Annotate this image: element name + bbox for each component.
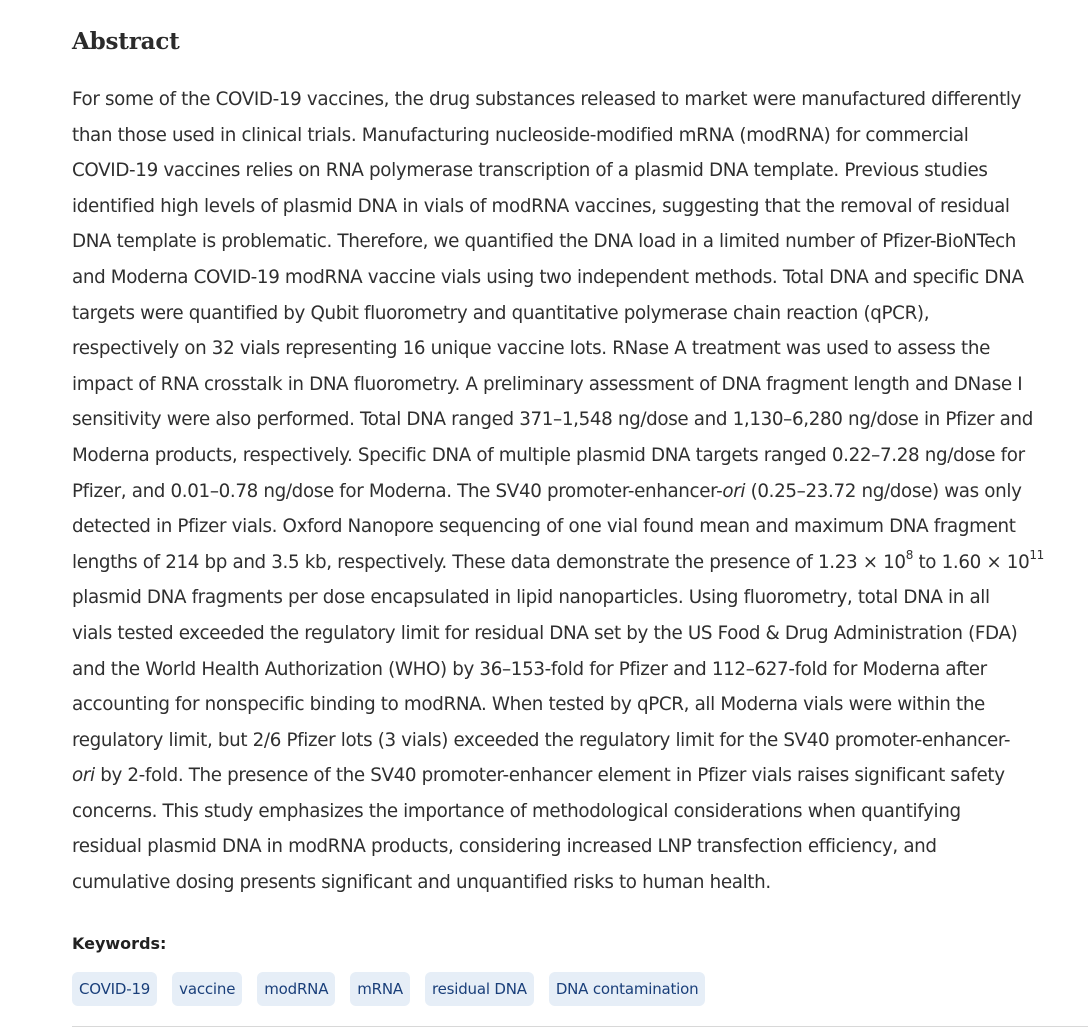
abstract-line: DNA template is problematic. Therefore, we quantified the DNA load in a limited number of Pfizer-BioNTech [72,231,1017,253]
abstract-line: than those used in clinical trials. Manufacturing nucleoside-modified mRNA (modRNA) for commercial [72,124,969,146]
abstract-line: Moderna products, respectively. Specific DNA of multiple plasmid DNA targets ranged 0.22–7.28 ng/dose for [72,444,1025,466]
abstract-line: COVID-19 vaccines relies on RNA polymerase transcription of a plasmid DNA template. Previous studies [72,160,988,182]
abstract-line: cumulative dosing presents significant and unquantified risks to human health. [72,872,771,894]
abstract-text-segment: lengths of 214 bp and 3.5 kb, respectively. These data demonstrate the presence of 1.23 × 10 [72,551,906,573]
ori-italic-term: ori [722,480,746,502]
abstract-line: For some of the COVID-19 vaccines, the drug substances released to market were manufactured differently [72,89,1022,110]
abstract-line [72,758,1072,794]
abstract-line [72,545,1072,581]
abstract-line: regulatory limit, but 2/6 Pfizer lots (3 vials) exceeded the regulatory limit for the SV40 promoter-enhancer- [72,729,1011,751]
abstract-line: detected in Pfizer vials. Oxford Nanopore sequencing of one vial found mean and maximum DNA fragment [72,516,1016,538]
abstract-line: targets were quantified by Qubit fluorometry and quantitative polymerase chain reaction (qPCR), [72,302,930,324]
abstract-line: impact of RNA crosstalk in DNA fluorometry. A preliminary assessment of DNA fragment length and DNase I [72,373,1023,395]
keyword-tag[interactable]: modRNA [257,972,335,1006]
exponent-superscript: 8 [905,547,914,562]
abstract-line: respectively on 32 vials representing 16 unique vaccine lots. RNase A treatment was used to assess the [72,338,991,360]
keyword-tag[interactable]: COVID-19 [72,972,157,1006]
abstract-text [72,82,1072,901]
abstract-text-segment: by 2-fold. The presence of the SV40 promoter-enhancer element in Pfizer vials raises significant safety [100,765,1005,787]
section-divider [72,1026,1088,1027]
exponent-superscript: 11 [1029,547,1044,562]
keyword-list [72,972,1072,1006]
ori-italic-term: ori [72,765,95,787]
abstract-text-segment: (0.25–23.72 ng/dose) was only [750,480,1022,502]
abstract-line: plasmid DNA fragments per dose encapsulated in lipid nanoparticles. Using fluorometry, total DNA in all [72,587,990,609]
keyword-tag[interactable]: residual DNA [425,972,534,1006]
keyword-tag[interactable]: DNA contamination [549,972,706,1006]
abstract-line: and Moderna COVID-19 modRNA vaccine vials using two independent methods. Total DNA and specific DNA [72,266,1024,288]
abstract-line: accounting for nonspecific binding to modRNA. When tested by qPCR, all Moderna vials were within the [72,694,985,716]
abstract-line: identified high levels of plasmid DNA in vials of modRNA vaccines, suggesting that the removal of residual [72,195,1010,217]
abstract-heading: Abstract [72,28,180,55]
abstract-line [72,474,1072,510]
keyword-tag[interactable]: vaccine [172,972,242,1006]
abstract-section [72,22,1072,1006]
abstract-text-segment: to 1.60 × 10 [913,551,1030,573]
abstract-line: vials tested exceeded the regulatory limit for residual DNA set by the US Food & Drug Administration (FDA) [72,622,1018,644]
keyword-tag[interactable]: mRNA [350,972,410,1006]
abstract-line: concerns. This study emphasizes the importance of methodological considerations when quantifying [72,800,961,822]
abstract-text-segment: Pfizer, and 0.01–0.78 ng/dose for Moderna. The SV40 promoter-enhancer- [72,480,723,502]
abstract-line: sensitivity were also performed. Total DNA ranged 371–1,548 ng/dose and 1,130–6,280 ng/dose in Pfizer and [72,409,1033,431]
keywords-label: Keywords: [72,933,167,953]
abstract-line: residual plasmid DNA in modRNA products, considering increased LNP transfection efficiency, and [72,836,937,858]
abstract-line: and the World Health Authorization (WHO) by 36–153-fold for Pfizer and 112–627-fold for Moderna after [72,658,987,680]
